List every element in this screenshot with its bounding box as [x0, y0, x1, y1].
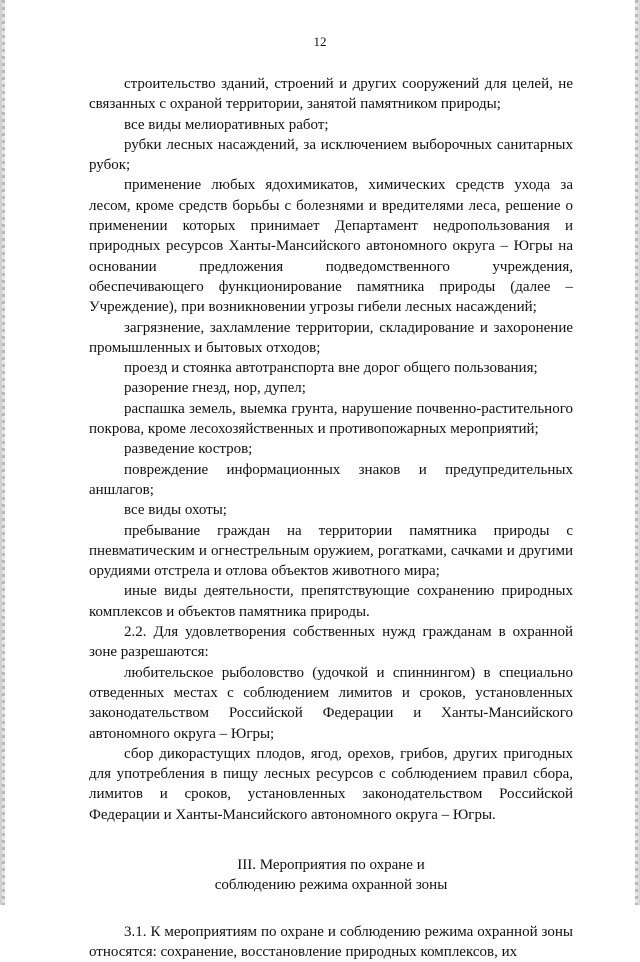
paragraph: разорение гнезд, нор, дупел; [124, 380, 306, 397]
scan-edge-left [2, 0, 5, 905]
document-body [89, 74, 573, 962]
scan-edge-right [635, 0, 638, 905]
paragraph: распашка земель, выемка грунта, нарушение почвенно-растительного покрова, кроме лесохозяйственных и противопожарных мероприятий; [89, 400, 573, 438]
paragraph: иные виды деятельности, препятствующие сохранению природных комплексов и объектов памятника природы. [89, 583, 573, 620]
paragraph: применение любых ядохимикатов, химических средств ухода за лесом, кроме средств борьбы с болезнями и вредителями леса, решение о применении которых принимает Департамент недропользования и природных ресурсов Ханты-Мансийского автономного округа – Югры на основании предложения подведомственного учреждения, обеспечивающего функционирование памятника природы (далее – Учреждение), при возникновении угрозы гибели лесных насаждений; [89, 177, 573, 316]
paragraph: пребывание граждан на территории памятника природы с пневматическим и огнестрельным оружием, рогатками, сачками и другими орудиями отстрела и отлова объектов животного мира; [89, 522, 573, 580]
section-heading [89, 855, 573, 896]
page-number: 12 [313, 34, 327, 49]
paragraph: 2.2. Для удовлетворения собственных нужд гражданам в охранной зоне разрешаются: [89, 624, 573, 661]
paragraph: сбор дикорастущих плодов, ягод, орехов, грибов, других пригодных для употребления в пищу лесных ресурсов с соблюдением правил сбора, лимитов и сроков, установленных законодательством Российской Федерации и Ханты-Мансийского автономного округа – Югры. [89, 745, 573, 823]
paragraph: строительство зданий, строений и других сооружений для целей, не связанных с охраной территории, занятой памятником природы; [89, 76, 573, 113]
section-heading-line-2: соблюдению режима охранной зоны [214, 877, 448, 894]
paragraph: разведение костров; [124, 441, 253, 458]
paragraph: любительское рыболовство (удочкой и спиннингом) в специально отведенных местах с соблюдением лимитов и сроков, установленных законодательством Российской Федерации и Ханты-Мансийского автономного округа – Югры; [89, 664, 573, 742]
paragraph: все виды мелиоративных работ; [124, 116, 329, 133]
paragraph: 3.1. К мероприятиям по охране и соблюдению режима охранной зоны относятся: сохранение, восстановление природных комплексов, их [89, 923, 573, 960]
paragraph: рубки лесных насаждений, за исключением выборочных санитарных рубок; [89, 136, 573, 174]
paragraph: все виды охоты; [124, 502, 227, 519]
paragraph: проезд и стоянка автотранспорта вне дорог общего пользования; [124, 360, 538, 377]
paragraph: повреждение информационных знаков и предупредительных аншлагов; [89, 461, 573, 498]
section-heading-line-1: III. Мероприятия по охране и [237, 856, 425, 873]
paragraph: загрязнение, захламление территории, складирование и захоронение промышленных и бытовых отходов; [89, 319, 573, 356]
